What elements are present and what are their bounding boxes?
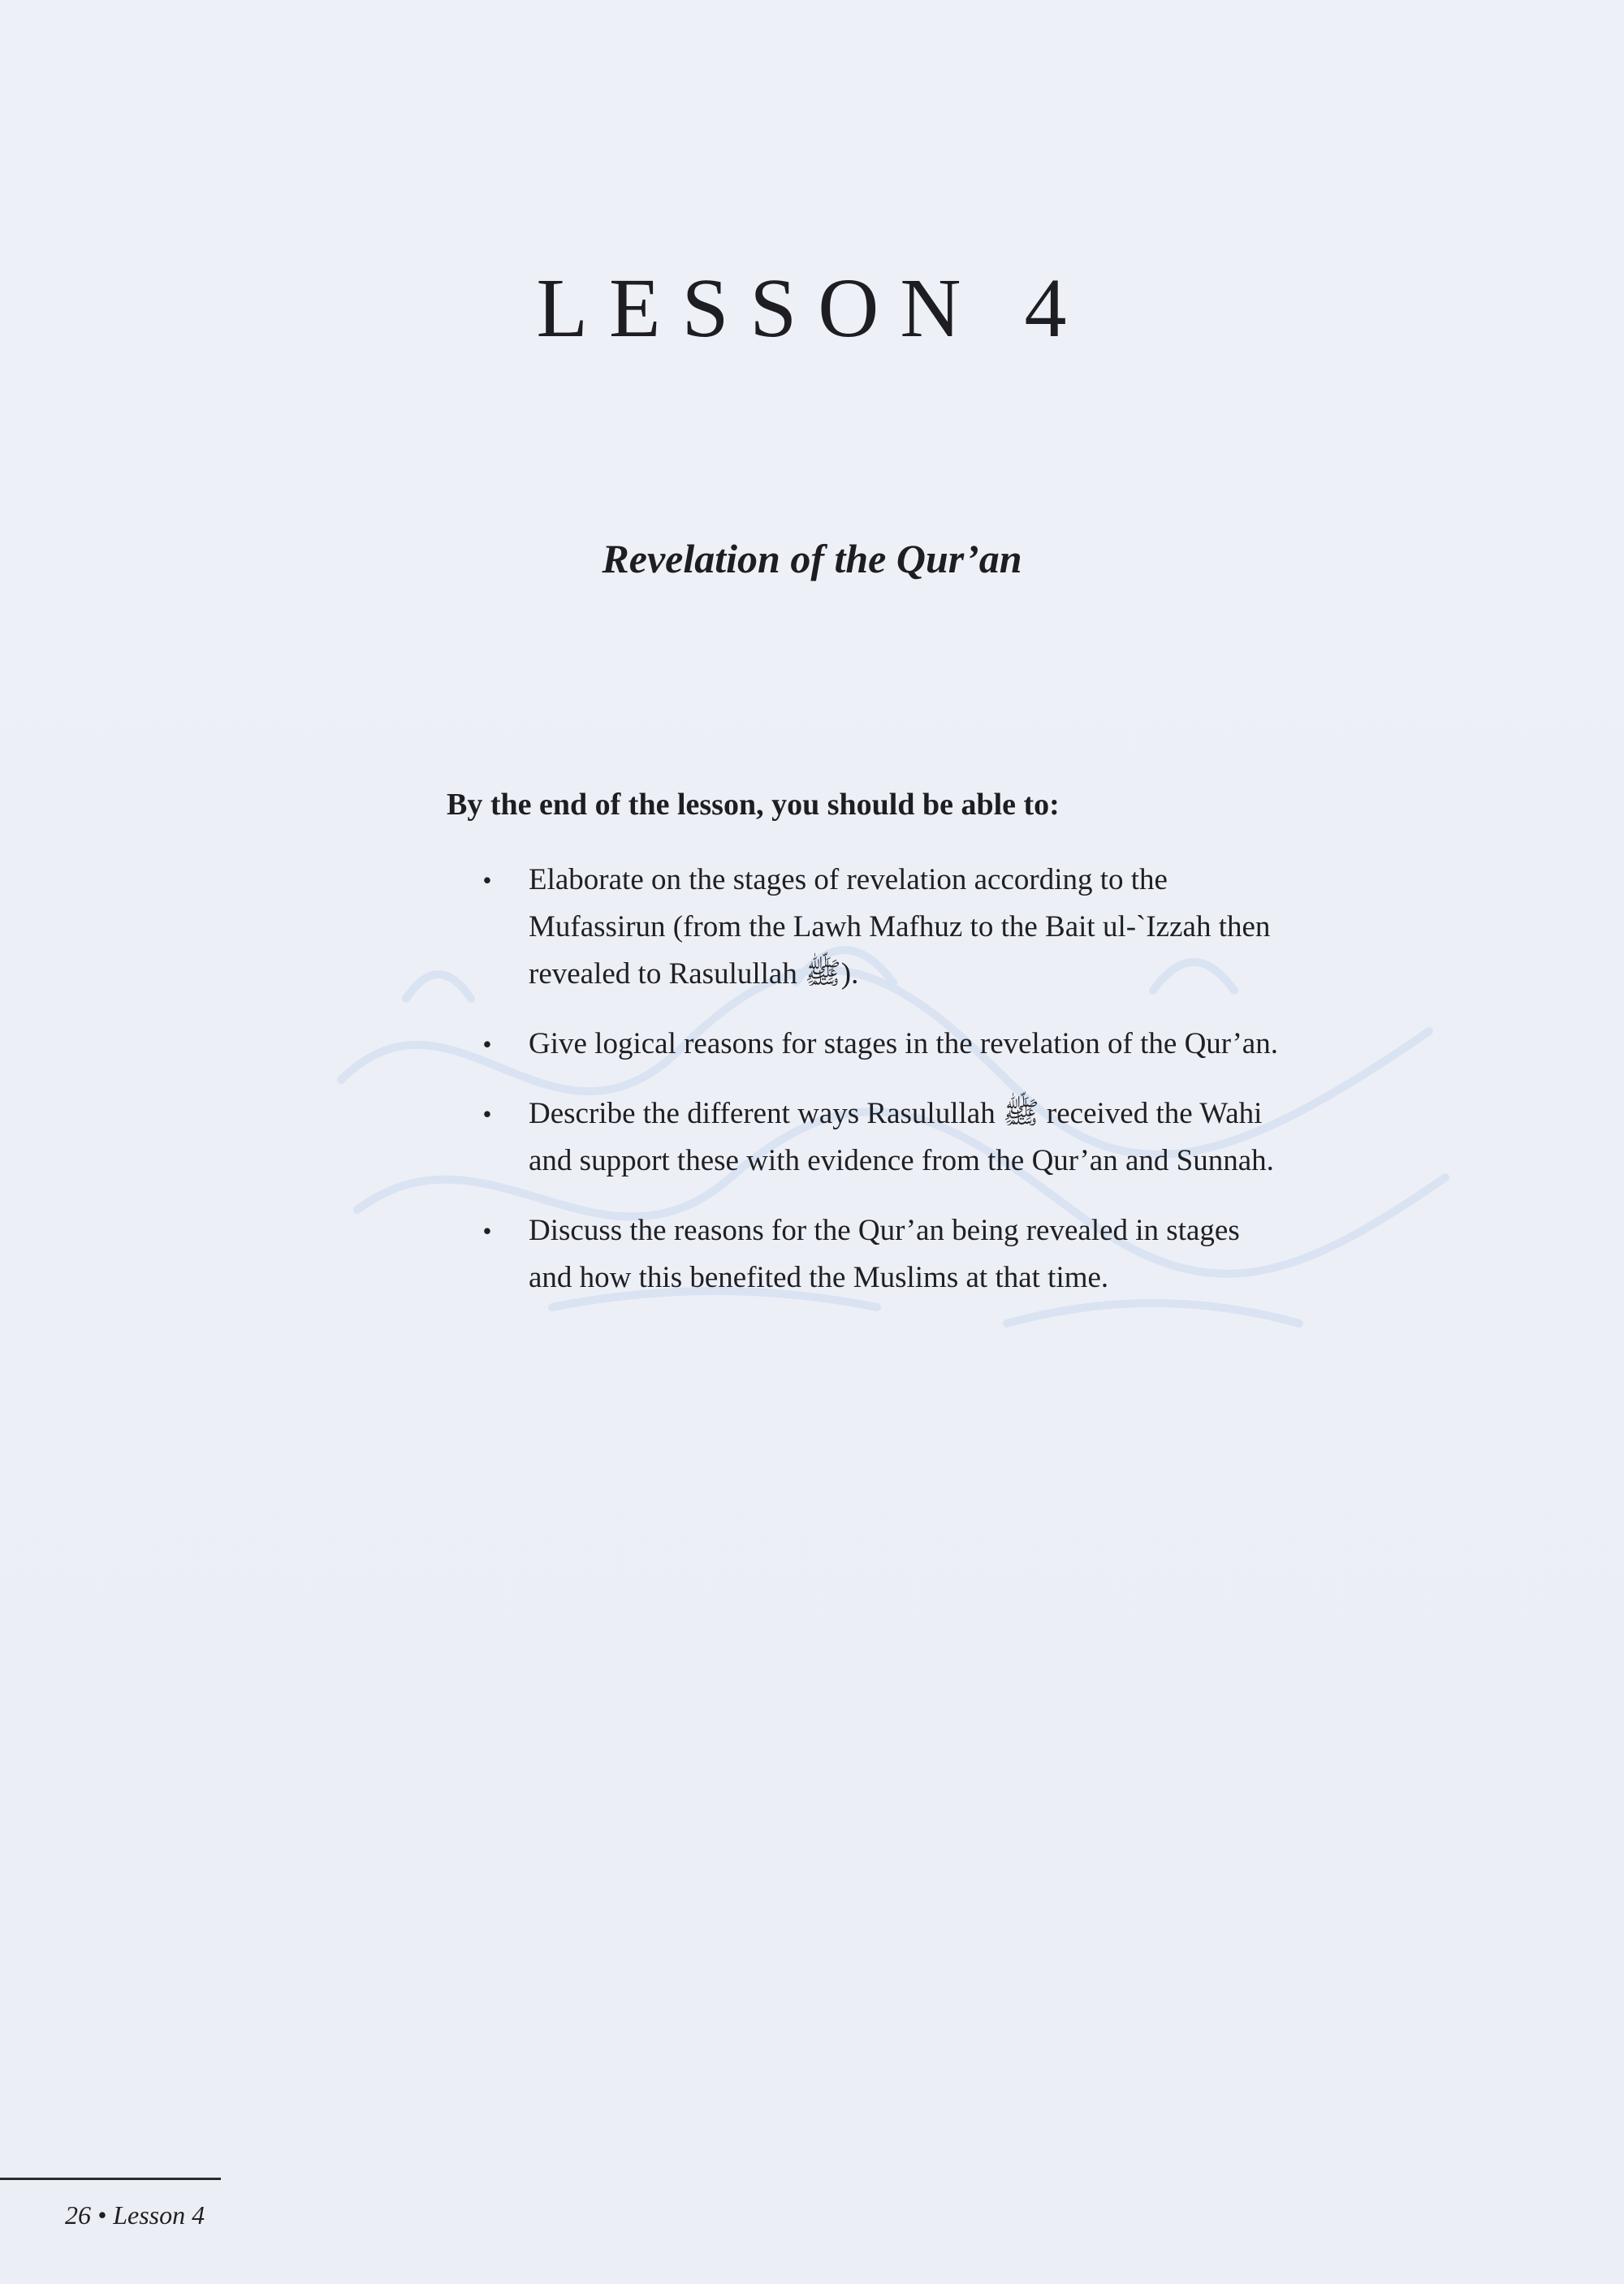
objective-text: Discuss the reasons for the Qur’an being revealed in stages and how this benefited the Muslims at that time. xyxy=(529,1214,1240,1294)
bullet-icon: • xyxy=(482,866,492,895)
lesson-subtitle: Revelation of the Qur’an xyxy=(602,536,1022,581)
list-item xyxy=(475,857,1287,998)
footer-divider xyxy=(0,2178,221,2180)
list-item xyxy=(475,1090,1287,1185)
bullet-icon: • xyxy=(482,1216,492,1246)
bullet-icon: • xyxy=(482,1099,492,1129)
list-item xyxy=(475,1207,1287,1302)
list-item xyxy=(475,1021,1287,1068)
objective-text: Elaborate on the stages of revelation according to the Mufassirun (from the Lawh Mafhuz to the Bait ul-`Izzah then revealed to Rasulullah ﷺ). xyxy=(529,863,1271,991)
page-number: 26 • Lesson 4 xyxy=(65,2200,205,2230)
lesson-title: LESSON 4 xyxy=(536,261,1088,355)
objective-text: Give logical reasons for stages in the revelation of the Qur’an. xyxy=(529,1027,1278,1060)
objective-text: Describe the different ways Rasulullah ﷺ received the Wahi and support these with evidence from the Qur’an and Sunnah. xyxy=(529,1097,1274,1177)
bullet-icon: • xyxy=(482,1030,492,1059)
objectives-list xyxy=(475,857,1287,1324)
objectives-heading: By the end of the lesson, you should be able to: xyxy=(447,788,1060,822)
